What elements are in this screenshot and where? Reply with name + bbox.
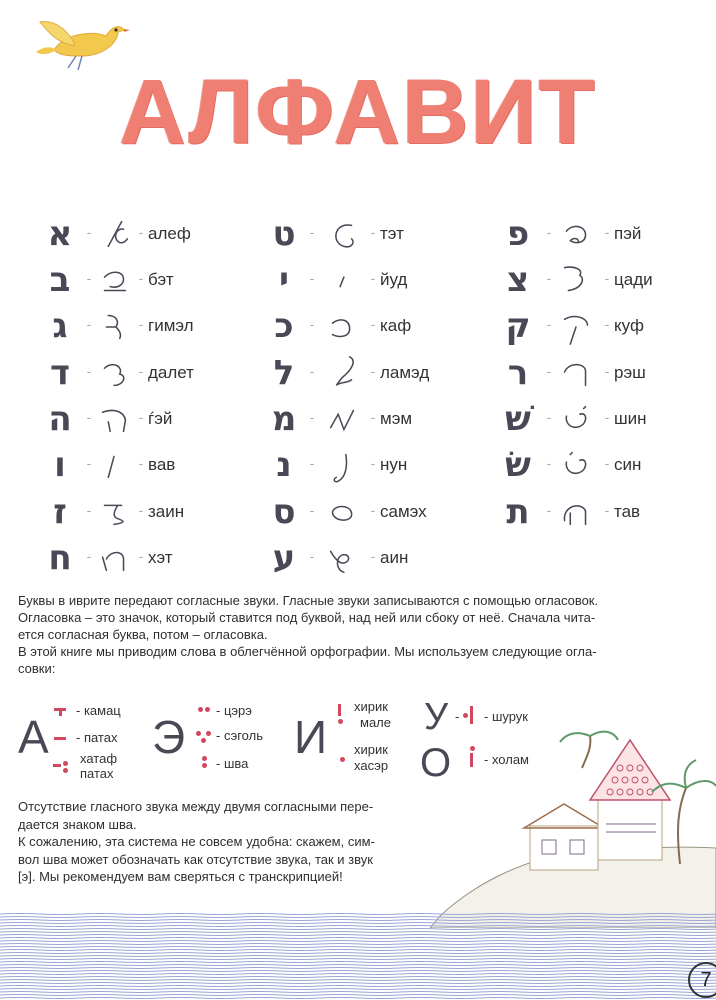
hebrew-letter: ל <box>273 353 295 393</box>
page-number: 7 <box>688 962 716 998</box>
letter-name: куф <box>614 316 644 335</box>
letter-name: алеф <box>148 224 191 243</box>
separator-dash: - <box>604 457 610 472</box>
hebrew-letter: ע <box>272 538 296 578</box>
cursive-letter <box>322 353 362 393</box>
separator-dash: - <box>370 226 376 241</box>
cursive-letter <box>556 353 596 393</box>
cursive-letter <box>94 214 134 254</box>
kamats-mark-stem <box>59 711 62 716</box>
letter-name: йуд <box>380 270 408 289</box>
separator-dash: - <box>138 272 144 287</box>
separator-dash: - <box>138 550 144 565</box>
separator-dash: - <box>86 272 92 287</box>
hebrew-letter: צ <box>506 260 530 300</box>
tsere-dot <box>198 707 203 712</box>
cursive-letter <box>322 306 362 346</box>
hebrew-letter: ו <box>54 445 66 485</box>
hebrew-letter: ז <box>53 492 67 532</box>
separator-dash: - <box>138 411 144 426</box>
cursive-letter <box>94 353 134 393</box>
cursive-letter <box>322 492 362 532</box>
intro-line: совки: <box>18 661 56 676</box>
separator-dash: - <box>604 411 610 426</box>
shuruk-mark <box>470 706 473 724</box>
separator-dash: - <box>370 457 376 472</box>
shuruk-dash: - <box>455 709 460 724</box>
cursive-letter <box>94 399 134 439</box>
separator-dash: - <box>546 504 552 519</box>
letter-name: заин <box>148 502 185 521</box>
cursive-letter <box>94 538 134 578</box>
separator-dash: - <box>604 226 610 241</box>
cursive-letter <box>94 492 134 532</box>
separator-dash: - <box>546 457 552 472</box>
hebrew-letter: כ <box>274 306 294 346</box>
cursive-letter <box>322 538 362 578</box>
segol-dot <box>201 738 206 743</box>
vowel-letter-e: Э <box>152 711 186 763</box>
separator-dash: - <box>309 365 315 380</box>
letter-name: нун <box>380 455 408 474</box>
vowel-letter-u: У <box>424 696 449 738</box>
separator-dash: - <box>370 318 376 333</box>
letter-name: рэш <box>614 363 646 382</box>
segol-dot <box>196 731 201 736</box>
separator-dash: - <box>309 411 315 426</box>
holam-label: - холам <box>484 752 529 767</box>
separator-dash: - <box>370 411 376 426</box>
hataf-label-2: патах <box>80 766 114 781</box>
vowel-group-a <box>18 696 158 786</box>
note-line: вол шва может обозначать как отсутствие звука, так и звук <box>18 851 373 867</box>
letter-name: бэт <box>148 270 174 289</box>
cursive-letter <box>556 306 596 346</box>
tsere-dot <box>205 707 210 712</box>
hebrew-letter: נ <box>276 445 292 485</box>
island-illustration <box>430 728 716 928</box>
separator-dash: - <box>86 504 92 519</box>
separator-dash: - <box>370 365 376 380</box>
shva-label: - шва <box>216 756 249 771</box>
letter-name: мэм <box>380 409 413 428</box>
hebrew-letter: ד <box>50 353 70 393</box>
note-line: Отсутствие гласного звука между двумя согласными пере- <box>18 799 374 814</box>
kamats-label: - камац <box>76 703 121 718</box>
hirik-haser-label-2: хасэр <box>354 758 389 773</box>
hebrew-letter: פ <box>506 214 530 254</box>
letter-name: тав <box>614 502 641 521</box>
hebrew-letter: ק <box>505 306 531 346</box>
separator-dash: - <box>138 318 144 333</box>
hirik-male-label-1: хирик <box>354 699 388 714</box>
vowel-group-i <box>294 696 414 786</box>
letter-name: пэй <box>614 224 642 243</box>
separator-dash: - <box>86 318 92 333</box>
separator-dash: - <box>86 457 92 472</box>
cursive-letter <box>322 214 362 254</box>
hirik-male-dot <box>338 719 343 724</box>
letter-name: аин <box>380 548 409 567</box>
separator-dash: - <box>604 504 610 519</box>
separator-dash: - <box>546 365 552 380</box>
hebrew-letter: מ <box>271 399 297 439</box>
hataf-patah-mark <box>53 764 61 767</box>
separator-dash: - <box>546 226 552 241</box>
shuruk-dot <box>463 713 468 718</box>
shuruk-label: - шурук <box>484 709 528 724</box>
segol-dot <box>206 731 211 736</box>
shva-dot <box>202 756 207 761</box>
separator-dash: - <box>309 457 315 472</box>
hebrew-letter: ח <box>48 538 72 578</box>
vowel-letter-o: О <box>420 741 452 785</box>
hebrew-letter: ת <box>506 492 530 532</box>
separator-dash: - <box>604 318 610 333</box>
hebrew-letter: א <box>47 214 73 254</box>
separator-dash: - <box>309 272 315 287</box>
separator-dash: - <box>309 226 315 241</box>
cursive-letter <box>322 445 362 485</box>
cursive-letter <box>556 260 596 300</box>
separator-dash: - <box>309 504 315 519</box>
cursive-letter <box>94 306 134 346</box>
separator-dash: - <box>546 272 552 287</box>
cursive-letter <box>556 445 596 485</box>
cursive-letter <box>556 214 596 254</box>
letter-name: хэт <box>148 548 173 567</box>
page-title: АЛФАВИТ <box>119 61 597 163</box>
separator-dash: - <box>604 272 610 287</box>
cursive-letter <box>94 445 134 485</box>
intro-line: В этой книге мы приводим слова в облегчённой орфографии. Мы используем следующие огла- <box>18 644 597 659</box>
hebrew-letter: שׁ <box>505 399 531 439</box>
hirik-haser-label-1: хирик <box>354 742 388 757</box>
vowel-letter-a: А <box>18 711 49 763</box>
intro-line: Буквы в иврите передают согласные звуки. Гласные звуки записываются с помощью огласовок. <box>18 593 599 608</box>
letter-name: самэх <box>380 502 427 521</box>
vowel-letter-i: И <box>294 711 328 763</box>
letter-name: ламэд <box>380 363 430 382</box>
cursive-letter <box>322 260 362 300</box>
separator-dash: - <box>370 504 376 519</box>
cursive-letter <box>556 492 596 532</box>
letter-name: гимэл <box>148 316 194 335</box>
hebrew-letter: שׂ <box>505 445 531 485</box>
hebrew-letter: ר <box>507 353 529 393</box>
cursive-letter <box>556 399 596 439</box>
hebrew-letter: ג <box>52 306 68 346</box>
note-line: К сожалению, эта система не совсем удобна: скажем, сим- <box>18 834 375 849</box>
intro-line: Огласовка – это значок, который ставится под буквой, над ней или сбоку от неё. Сначала чита- <box>18 610 596 625</box>
letter-name: цади <box>614 270 653 289</box>
intro-line: ется согласная буква, потом – огласовка. <box>18 627 268 642</box>
separator-dash: - <box>370 550 376 565</box>
hebrew-letter: ה <box>48 399 72 439</box>
letter-name: син <box>614 455 642 474</box>
separator-dash: - <box>86 226 92 241</box>
hirik-haser-dot <box>340 757 345 762</box>
letter-name: каф <box>380 316 412 335</box>
hataf-label-1: хатаф <box>80 751 118 766</box>
separator-dash: - <box>546 318 552 333</box>
hebrew-letter: ס <box>272 492 296 532</box>
intro-paragraph <box>18 592 708 677</box>
separator-dash: - <box>138 226 144 241</box>
note-line: [э]. Мы рекомендуем вам сверяться с транскрипцией! <box>18 869 343 884</box>
separator-dash: - <box>309 318 315 333</box>
letter-name: тэт <box>380 224 404 243</box>
letter-name: далет <box>148 363 194 382</box>
separator-dash: - <box>546 411 552 426</box>
separator-dash: - <box>86 550 92 565</box>
hebrew-letter: ט <box>272 214 296 254</box>
cursive-letter <box>94 260 134 300</box>
shva-dot <box>202 763 207 768</box>
sea-illustration <box>0 912 716 1000</box>
separator-dash: - <box>86 365 92 380</box>
hebrew-letter: ב <box>49 260 71 300</box>
hataf-dot <box>63 761 68 766</box>
separator-dash: - <box>86 411 92 426</box>
hirik-male-label-2: мале <box>360 715 391 730</box>
hirik-male-mark <box>338 704 341 716</box>
segol-label: - сэголь <box>216 728 263 743</box>
separator-dash: - <box>138 504 144 519</box>
hataf-dot <box>63 768 68 773</box>
separator-dash: - <box>604 365 610 380</box>
patah-label: - патах <box>76 730 118 745</box>
letter-name: шин <box>614 409 647 428</box>
tsere-label: - цэрэ <box>216 703 252 718</box>
cursive-letter <box>322 399 362 439</box>
shva-note-paragraph <box>18 798 438 886</box>
separator-dash: - <box>309 550 315 565</box>
patah-mark <box>54 737 66 740</box>
letter-name: вав <box>148 455 176 474</box>
vowel-group-e <box>152 696 282 786</box>
letter-name: ѓэй <box>148 409 173 428</box>
hebrew-letter: י <box>278 260 289 300</box>
separator-dash: - <box>138 457 144 472</box>
note-line: дается знаком шва. <box>18 816 137 832</box>
separator-dash: - <box>138 365 144 380</box>
separator-dash: - <box>370 272 376 287</box>
